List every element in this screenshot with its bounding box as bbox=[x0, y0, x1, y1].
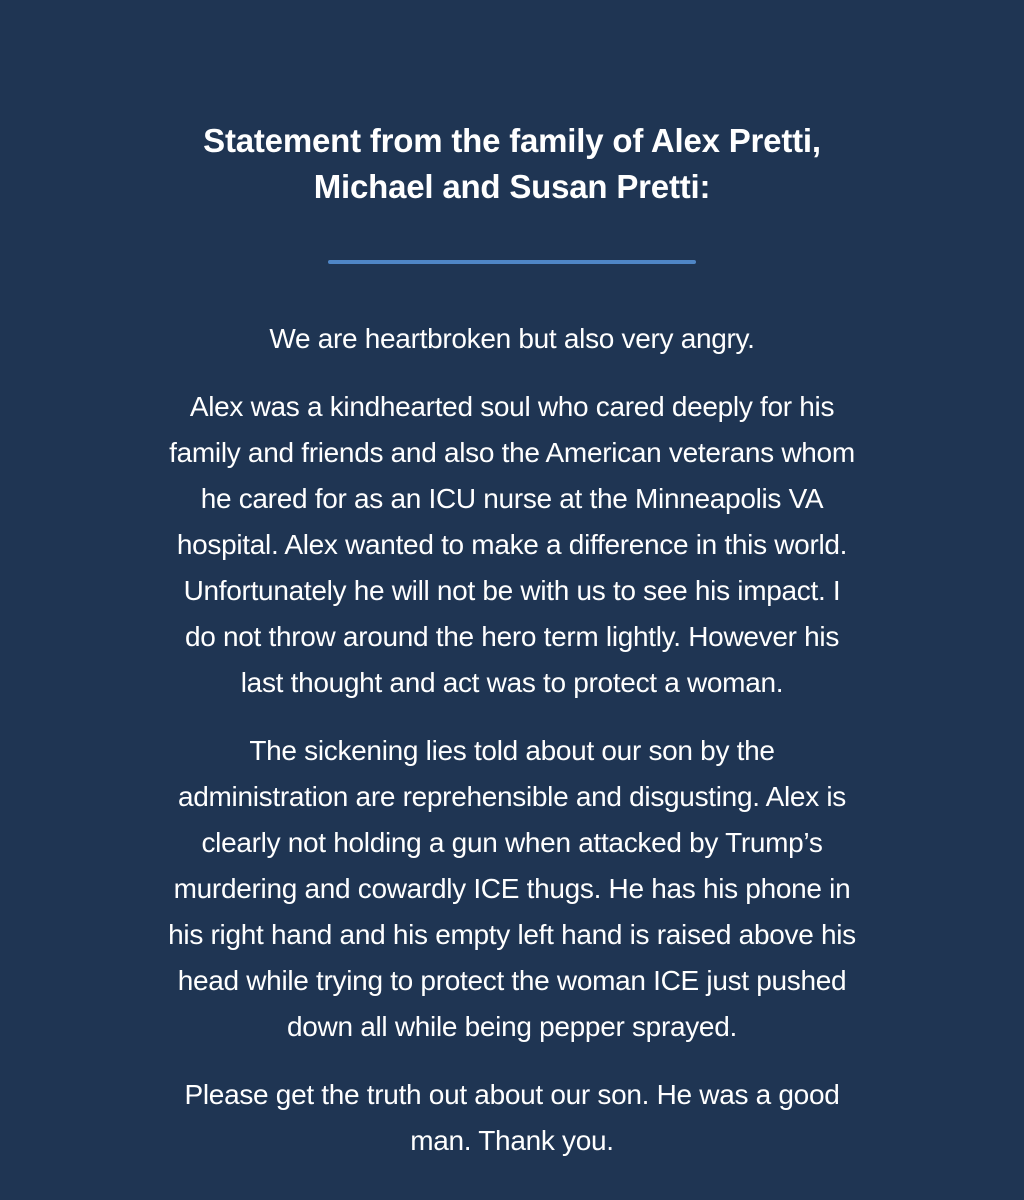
paragraph-line: head while trying to protect the woman ICE just pushed bbox=[177, 965, 847, 996]
paragraph-line: family and friends and also the American veterans whom bbox=[169, 437, 855, 468]
paragraph-line: last thought and act was to protect a woman. bbox=[240, 667, 784, 698]
paragraph-line: Alex was a kindhearted soul who cared deeply for his bbox=[189, 391, 835, 422]
title-divider bbox=[328, 260, 696, 264]
paragraph-heartbroken bbox=[52, 316, 972, 362]
title-line: Statement from the family of Alex Pretti, bbox=[203, 122, 821, 159]
paragraph-line: administration are reprehensible and disgusting. Alex is bbox=[177, 781, 847, 812]
paragraph-line: We are heartbroken but also very angry. bbox=[269, 323, 755, 354]
paragraph-lies bbox=[52, 728, 972, 1050]
paragraph-line: The sickening lies told about our son by the bbox=[249, 735, 775, 766]
paragraph-line: his right hand and his empty left hand is raised above his bbox=[168, 919, 856, 950]
paragraph-line: Unfortunately he will not be with us to see his impact. I bbox=[183, 575, 841, 606]
title-line: Michael and Susan Pretti: bbox=[313, 168, 711, 205]
paragraph-line: murdering and cowardly ICE thugs. He has his phone in bbox=[173, 873, 851, 904]
statement-body bbox=[52, 316, 972, 1164]
paragraph-line: clearly not holding a gun when attacked by Trump’s bbox=[201, 827, 823, 858]
paragraph-line: down all while being pepper sprayed. bbox=[287, 1011, 737, 1042]
statement-title bbox=[52, 118, 972, 210]
paragraph-closing bbox=[52, 1072, 972, 1164]
paragraph-about-alex bbox=[52, 384, 972, 706]
paragraph-line: hospital. Alex wanted to make a difference in this world. bbox=[176, 529, 848, 560]
paragraph-line: he cared for as an ICU nurse at the Minneapolis VA bbox=[200, 483, 824, 514]
paragraph-line: do not throw around the hero term lightly. However his bbox=[184, 621, 840, 652]
paragraph-line: man. Thank you. bbox=[410, 1125, 614, 1156]
paragraph-line: Please get the truth out about our son. He was a good bbox=[184, 1079, 840, 1110]
